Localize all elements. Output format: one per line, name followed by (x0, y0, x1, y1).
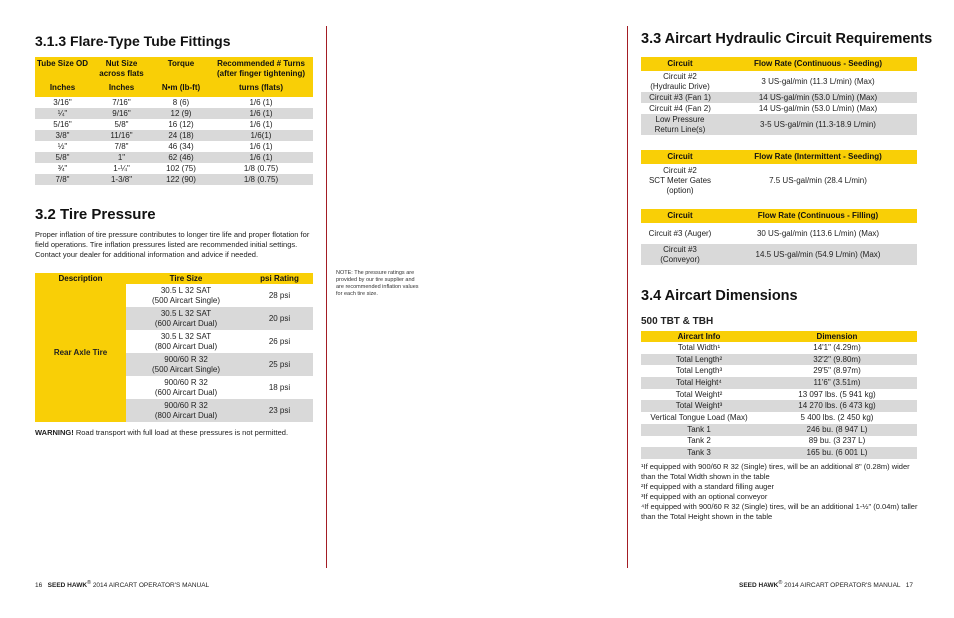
th-tire-size: Tire Size (126, 273, 246, 284)
flow-rate-cell: 3-5 US-gal/min (11.3-18.9 L/min) (760, 119, 876, 129)
circuit-cell: Circuit #3 (Auger) (648, 228, 712, 238)
table-cell: 5 400 lbs. (2 450 kg) (800, 412, 874, 422)
th-dimension: Dimension (757, 331, 917, 342)
hydraulic-table (641, 209, 917, 265)
brand-right: SEED HAWK (739, 582, 779, 590)
table-row (35, 163, 313, 174)
table-cell: 14 270 lbs. (6 473 kg) (798, 401, 876, 411)
table-row (641, 354, 917, 366)
table-cell: 1/6 (1) (249, 152, 273, 162)
footer-right (739, 580, 913, 589)
table-row (35, 141, 313, 152)
flare-header-line: Inches (108, 83, 135, 92)
tire-title: 3.2 Tire Pressure (35, 206, 156, 223)
table-cell: 1/6 (1) (249, 119, 273, 129)
table-row (35, 130, 313, 141)
flare-header-cell (35, 57, 90, 97)
circuit-cell: Circuit #2 SCT Meter Gates (option) (648, 166, 712, 195)
circuit-cell: Circuit #4 (Fan 2) (649, 103, 711, 113)
table-row (641, 436, 917, 448)
hydraulic-table-head (641, 209, 917, 223)
table-row (35, 152, 313, 163)
table-cell: ¾" (57, 163, 68, 173)
flare-header-line: Tube Size OD (37, 59, 88, 68)
tire-size-cell: 900/60 R 32 (800 Aircart Dual) (126, 399, 246, 422)
tire-warning (35, 428, 325, 438)
table-cell: 102 (75) (166, 163, 196, 173)
flare-header-cell (153, 57, 209, 97)
table-row (641, 365, 917, 377)
circuit-cell: Low Pressure Return Line(s) (654, 114, 706, 134)
footnote: ³If equipped with an optional conveyor (641, 492, 768, 501)
psi-cell: 18 psi (246, 376, 313, 399)
table-cell: Total Weight³ (675, 401, 723, 411)
table-row (35, 97, 313, 108)
dimensions-title: 3.4 Aircart Dimensions (641, 288, 798, 304)
psi-cell: 25 psi (246, 353, 313, 376)
table-cell: 13 097 lbs. (5 941 kg) (798, 389, 876, 399)
flare-header-line: across flats (99, 69, 144, 78)
row-label-rear-axle: Rear Axle Tire (35, 284, 126, 422)
table-cell: 1" (117, 152, 126, 162)
psi-cell: 26 psi (246, 330, 313, 353)
flare-header-line (35, 69, 90, 79)
warning-text: Road transport with full load at these pressures is not permitted. (73, 428, 289, 437)
tire-size-cell: 30.5 L 32 SAT (600 Aircart Dual) (126, 307, 246, 330)
flare-header-line: turns (flats) (239, 83, 283, 92)
circuit-cell: Circuit #2 (Hydraulic Drive) (650, 71, 710, 91)
table-cell: Tank 2 (687, 436, 711, 446)
table-cell: ½" (57, 141, 68, 151)
footnote: ¹If equipped with 900/60 R 32 (Single) tires, will be an additional 8" (0.28m) wider than the Total Width shown in the table (641, 462, 910, 481)
table-cell: 29'5" (8.97m) (813, 366, 861, 376)
flare-header-cell (209, 57, 313, 97)
footnote: ⁴If equipped with 900/60 R 32 (Single) tires, will be an additional 1-½" (0.04m) taller than the Total Height shown in the table (641, 502, 918, 521)
table-cell: 5/8" (55, 152, 70, 162)
table-row (641, 447, 917, 459)
hydraulic-table-body (641, 223, 917, 265)
right-divider (627, 26, 628, 568)
tire-size-cell: 30.5 L 32 SAT (500 Aircart Single) (126, 284, 246, 307)
table-row (641, 244, 917, 265)
hydraulic-table-body (641, 71, 917, 135)
hydraulic-table (641, 150, 917, 198)
dimension-footnotes (641, 462, 921, 522)
psi-cell: 28 psi (246, 284, 313, 307)
flare-header-line: Recommended # Turns (217, 59, 305, 68)
left-divider (326, 26, 327, 568)
table-cell: Total Weight² (675, 389, 723, 399)
tire-paragraph: Proper inflation of tire pressure contributes to longer tire life and proper flotation for field operations. Tire inflation pressures listed are recommended initial settings. Contact your dealer for additional information and advice if needed. (35, 230, 310, 259)
table-cell: 62 (46) (168, 152, 194, 162)
hydraulic-header-cell: Circuit (641, 209, 719, 223)
hydraulic-header-cell: Flow Rate (Continuous - Seeding) (719, 57, 917, 71)
table-cell: 14'1" (4.29m) (813, 342, 861, 352)
flow-rate-cell: 7.5 US-gal/min (28.4 L/min) (769, 176, 867, 185)
hydraulic-header-row (641, 150, 917, 164)
table-row (35, 119, 313, 130)
table-cell: 5/8" (114, 119, 129, 129)
th-description: Description (35, 273, 126, 284)
hydraulic-header-cell: Flow Rate (Intermittent - Seeding) (719, 150, 917, 164)
brand-left: SEED HAWK (47, 582, 88, 590)
table-cell: 89 bu. (3 237 L) (808, 436, 866, 446)
tire-size-cell: 30.5 L 32 SAT (800 Aircart Dual) (126, 330, 246, 353)
warning-label: WARNING! (35, 428, 74, 437)
flare-header-line: (after finger tightening) (217, 69, 305, 78)
tire-size-cell: 900/60 R 32 (500 Aircart Single) (126, 353, 246, 376)
table-cell: Total Height⁴ (676, 377, 722, 387)
hydraulic-header-cell: Circuit (641, 57, 719, 71)
table-cell: 11/16" (110, 130, 133, 140)
table-cell: 11'6" (3.51m) (813, 377, 861, 387)
table-row (35, 174, 313, 185)
table-cell: 24 (18) (168, 130, 194, 140)
table-row (35, 108, 313, 119)
table-cell: 165 bu. (6 001 L) (806, 448, 868, 458)
reg-left: ® (87, 580, 92, 586)
table-row (641, 342, 917, 354)
table-row (641, 164, 917, 198)
hydraulic-table (641, 57, 917, 135)
hydraulic-table-head (641, 57, 917, 71)
th-aircart-info: Aircart Info (641, 331, 757, 342)
footer-left (35, 580, 209, 589)
th-psi: psi Rating (246, 273, 313, 284)
table-cell: 8 (6) (172, 97, 190, 107)
tire-size-cell: 900/60 R 32 (600 Aircart Dual) (126, 376, 246, 399)
table-row (641, 377, 917, 389)
flare-header-line: N•m (lb-ft) (161, 83, 201, 92)
table-cell: 1/6 (1) (249, 141, 273, 151)
reg-right: ® (778, 580, 783, 586)
circuit-cell: Circuit #3 (Conveyor) (660, 244, 700, 264)
page-number-left: 16 (35, 582, 43, 590)
flow-rate-cell: 14 US-gal/min (53.0 L/min) (Max) (758, 103, 878, 113)
flow-rate-cell: 14 US-gal/min (53.0 L/min) (Max) (758, 92, 878, 102)
table-row (641, 389, 917, 401)
page-number-right: 17 (905, 582, 913, 590)
dimensions-table (641, 331, 917, 459)
table-cell: Total Length³ (675, 366, 723, 376)
flow-rate-cell: 14.5 US-gal/min (54.9 L/min) (Max) (755, 249, 881, 259)
flare-title: 3.1.3 Flare-Type Tube Fittings (35, 33, 231, 49)
table-cell: 5/16" (53, 119, 72, 129)
dimensions-subtitle: 500 TBT & TBH (641, 316, 714, 327)
table-cell: 1-¼" (113, 163, 130, 173)
flow-rate-cell: 3 US-gal/min (11.3 L/min) (Max) (761, 76, 875, 86)
flare-fittings-table (35, 57, 313, 185)
table-cell: 16 (12) (168, 119, 194, 129)
table-cell: 32'2" (9.80m) (813, 354, 861, 364)
hydraulic-header-cell: Circuit (641, 150, 719, 164)
table-cell: Total Width¹ (677, 342, 721, 352)
hydraulic-table-body (641, 164, 917, 198)
table-cell: 7/16" (112, 97, 131, 107)
table-cell: 9/16" (112, 108, 131, 118)
table-row (641, 400, 917, 412)
table-cell: ¼" (57, 108, 68, 118)
table-row (641, 92, 917, 103)
table-cell: Tank 1 (687, 424, 711, 434)
flare-header-line (153, 69, 209, 79)
table-row (641, 103, 917, 114)
table-row (641, 71, 917, 92)
footnote: ²If equipped with a standard filling auger (641, 482, 775, 491)
table-cell: 12 (9) (170, 108, 192, 118)
table-cell: 7/8" (55, 174, 70, 184)
psi-cell: 20 psi (246, 307, 313, 330)
psi-cell: 23 psi (246, 399, 313, 422)
table-cell: 1/6 (1) (249, 108, 273, 118)
table-row (641, 114, 917, 135)
table-row (641, 223, 917, 244)
table-cell: 3/16" (53, 97, 72, 107)
hydraulic-header-row (641, 209, 917, 223)
hydraulic-header-row (641, 57, 917, 71)
flare-header-line: Torque (167, 59, 195, 68)
manual-title-left: 2014 AIRCART OPERATOR'S MANUAL (91, 582, 210, 590)
table-cell: 46 (34) (168, 141, 194, 151)
table-cell: 1/6(1) (250, 130, 272, 140)
table-cell: 1/8 (0.75) (243, 163, 279, 173)
table-cell: 1/6 (1) (249, 97, 273, 107)
table-cell: 3/8" (55, 130, 70, 140)
flare-header-line: Nut Size (105, 59, 138, 68)
table-cell: Total Length² (675, 354, 723, 364)
flow-rate-cell: 30 US-gal/min (113.6 L/min) (Max) (756, 228, 880, 238)
table-cell: 246 bu. (8 947 L) (806, 424, 868, 434)
manual-title-right: 2014 AIRCART OPERATOR'S MANUAL (782, 582, 901, 590)
table-row (641, 412, 917, 424)
flare-header-cell (90, 57, 153, 97)
table-row (35, 284, 313, 307)
hydraulic-title: 3.3 Aircart Hydraulic Circuit Requirements (641, 31, 933, 47)
hydraulic-table-head (641, 150, 917, 164)
table-cell: 1-3/8" (110, 174, 133, 184)
table-cell: 122 (90) (166, 174, 196, 184)
flare-header-line: Inches (49, 83, 76, 92)
table-cell: Tank 3 (687, 448, 711, 458)
tire-pressure-table (35, 273, 313, 422)
table-cell: Vertical Tongue Load (Max) (650, 412, 748, 422)
hydraulic-header-cell: Flow Rate (Continuous - Filling) (719, 209, 917, 223)
table-row (641, 424, 917, 436)
margin-note: NOTE: The pressure ratings are provided by our tire supplier and are recommended inflation values for each tire size. (336, 270, 419, 297)
circuit-cell: Circuit #3 (Fan 1) (649, 92, 711, 102)
table-cell: 7/8" (114, 141, 129, 151)
table-cell: 1/8 (0.75) (243, 174, 279, 184)
